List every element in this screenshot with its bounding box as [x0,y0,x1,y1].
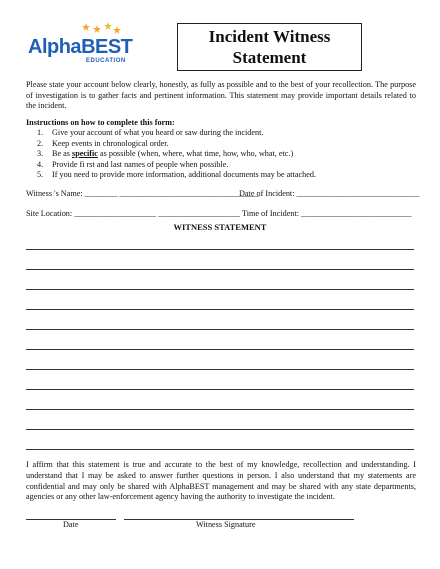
instruction-emphasis: specific [72,149,98,159]
logo-alpha: Alpha [28,36,82,58]
instruction-item [37,160,316,171]
statement-line[interactable] [26,249,414,250]
logo-subtitle: EDUCATION [86,58,126,64]
instruction-item [37,128,316,139]
statement-line[interactable] [26,449,414,450]
witness-statement-title: WITNESS STATEMENT [173,222,267,232]
star-icon [93,25,101,33]
star-icon [82,23,90,31]
date-label: Date [63,520,79,529]
instruction-number: 5. [37,170,44,180]
statement-line[interactable] [26,349,414,350]
stars-icon [82,22,122,36]
instruction-item [37,149,316,160]
title-box [177,23,362,71]
instruction-number: 4. [37,159,44,169]
statement-line[interactable] [26,409,414,410]
instruction-text: as possible (when, where, what time, how, who, what, etc.) [97,149,294,159]
star-icon [104,22,112,30]
instruction-number: 1. [37,128,44,137]
logo-wordmark [28,36,132,58]
instruction-number: 2. [37,138,44,148]
statement-line[interactable] [26,309,414,310]
instruction-item [37,170,316,181]
witness-name-field[interactable]: Witness 's Name: ________ __________________________________ [26,189,259,198]
instruction-text: Be as [52,149,73,159]
statement-line[interactable] [26,369,414,370]
affirmation-paragraph: I affirm that this statement is true and accurate to the best of my knowledge, recollection and understanding. I understand that I may be asked to answer further questions in person. I also understand that my statements are confidential and may only be shared with AlphaBEST management and may be shared with any state departments, agencies or any other law-enforcement agency having the authority to investigate the incident. [26,460,416,502]
title-line-2: Statement [232,48,307,67]
statement-line[interactable] [26,329,414,330]
site-location-field[interactable]: Site Location: ____________________ ____________________ [26,209,241,218]
instruction-text: If you need to provide more information, additional documents may be attached. [52,170,316,180]
statement-line[interactable] [26,269,414,270]
instruction-item [37,139,316,150]
logo-best: BEST [81,36,133,58]
statement-line[interactable] [26,289,414,290]
time-of-incident-field[interactable]: Time of Incident: ___________________________ [242,209,412,218]
title-line-1: Incident Witness [208,27,331,46]
instruction-number: 3. [37,149,44,159]
instruction-text: Provide fi rst and last names of people when possible. [52,159,229,169]
instruction-text: Keep events in chronological order. [52,138,169,148]
statement-line[interactable] [26,389,414,390]
instructions-list [37,128,316,181]
witness-signature-label: Witness Signature [196,520,256,529]
date-of-incident-field[interactable]: Date of Incident: ______________________________ [239,189,420,198]
instructions-heading: Instructions on how to complete this form: [26,118,175,127]
intro-paragraph: Please state your account below clearly, honestly, as fully as possible and to the best of your recollection. The purpose of investigation is to gather facts and pertinent information. This statement may provide important details related to the incident. [26,80,416,111]
instruction-text: Give your account of what you heard or saw during the incident. [52,128,264,137]
alphabest-logo [22,22,132,68]
star-icon [113,26,121,34]
statement-line[interactable] [26,429,414,430]
